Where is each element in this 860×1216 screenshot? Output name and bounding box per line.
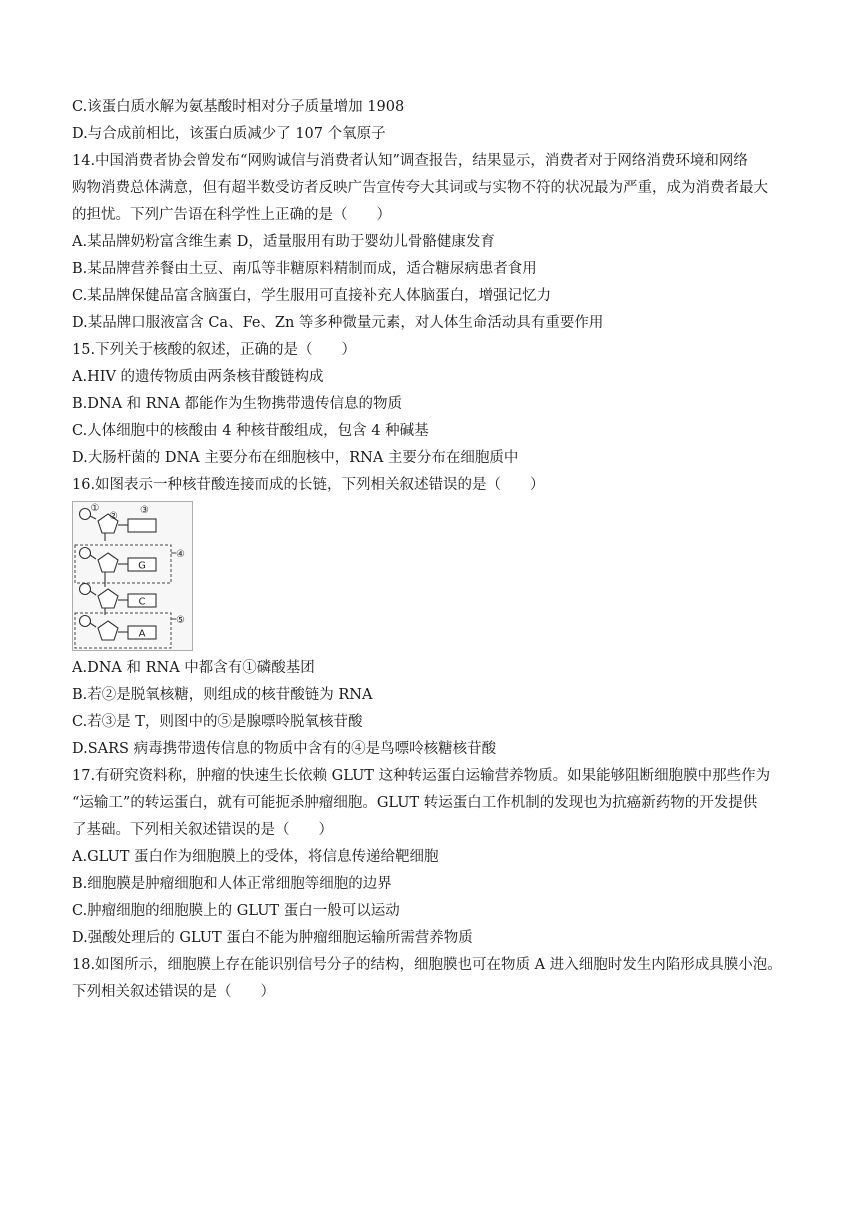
base-box — [128, 519, 156, 532]
question-18-stem: 下列相关叙述错误的是（ ） — [72, 984, 275, 1000]
question-14-option-a: A.某品牌奶粉富含维生素 D，适量服用有助于婴幼儿骨骼健康发育 — [72, 234, 495, 250]
base-label-g: G — [138, 560, 146, 572]
question-17-stem: 了基础。下列相关叙述错误的是（ ） — [72, 822, 333, 838]
document-page — [72, 94, 802, 1006]
base-label-a: A — [138, 628, 146, 640]
text-line: D.与合成前相比，该蛋白质减少了 107 个氧原子 — [72, 126, 386, 142]
question-14-stem: 购物消费总体满意，但有超半数受访者反映广告宣传夸大其词或与实物不符的状况最为严重，成为消费者最大 — [72, 180, 768, 196]
question-18-stem: 18.如图所示，细胞膜上存在能识别信号分子的结构，细胞膜也可在物质 A 进入细胞时发生内陷形成具膜小泡。 — [72, 957, 782, 973]
text-line: C.该蛋白质水解为氨基酸时相对分子质量增加 1908 — [72, 99, 405, 115]
question-14-option-c: C.某品牌保健品富含脑蛋白，学生服用可直接补充人体脑蛋白，增强记忆力 — [72, 288, 552, 304]
question-16-option-a: A.DNA 和 RNA 中都含有①磷酸基团 — [72, 660, 315, 676]
label-1: ① — [90, 503, 100, 514]
phosphate-circle — [80, 616, 91, 627]
question-16-option-d: D.SARS 病毒携带遗传信息的物质中含有的④是鸟嘌呤核糖核苷酸 — [72, 741, 497, 757]
label-3: ③ — [140, 505, 149, 516]
nucleotide-chain-figure — [72, 501, 196, 651]
question-16-stem: 16.如图表示一种核苷酸连接而成的长链，下列相关叙述错误的是（ ） — [72, 477, 545, 493]
question-15-option-d: D.大肠杆菌的 DNA 主要分布在细胞核中，RNA 主要分布在细胞质中 — [72, 450, 519, 466]
question-14-option-b: B.某品牌营养餐由土豆、南瓜等非糖原料精制而成，适合糖尿病患者食用 — [72, 261, 537, 277]
question-17-option-b: B.细胞膜是肿瘤细胞和人体正常细胞等细胞的边界 — [72, 876, 392, 892]
question-15-option-b: B.DNA 和 RNA 都能作为生物携带遗传信息的物质 — [72, 396, 402, 412]
question-17-stem: “运输工”的转运蛋白，就有可能扼杀肿瘤细胞。GLUT 转运蛋白工作机制的发现也为抗癌新药物的开发提供 — [72, 795, 758, 811]
base-label-c: C — [138, 596, 146, 608]
phosphate-circle — [80, 548, 91, 559]
question-15-option-c: C.人体细胞中的核酸由 4 种核苷酸组成，包含 4 种碱基 — [72, 423, 429, 439]
question-14-stem: 14.中国消费者协会曾发布“网购诚信与消费者认知”调查报告，结果显示，消费者对于网络消费环境和网络 — [72, 153, 748, 169]
question-14-stem: 的担忧。下列广告语在科学性上正确的是（ ） — [72, 207, 391, 223]
question-15-stem: 15.下列关于核酸的叙述，正确的是（ ） — [72, 342, 357, 358]
question-17-option-d: D.强酸处理后的 GLUT 蛋白不能为肿瘤细胞运输所需营养物质 — [72, 930, 473, 946]
label-5: ⑤ — [176, 615, 185, 626]
question-14-option-d: D.某品牌口服液富含 Ca、Fe、Zn 等多种微量元素，对人体生命活动具有重要作用 — [72, 315, 604, 331]
label-2: ② — [109, 511, 118, 522]
question-16-option-c: C.若③是 T，则图中的⑤是腺嘌呤脱氧核苷酸 — [72, 714, 363, 730]
phosphate-circle — [80, 584, 91, 595]
label-4: ④ — [176, 549, 185, 560]
phosphate-circle — [80, 509, 91, 520]
question-17-option-c: C.肿瘤细胞的细胞膜上的 GLUT 蛋白一般可以运动 — [72, 903, 400, 919]
question-15-option-a: A.HIV 的遗传物质由两条核苷酸链构成 — [72, 369, 324, 385]
question-17-stem: 17.有研究资料称，肿瘤的快速生长依赖 GLUT 这种转运蛋白运输营养物质。如果能够阻断细胞膜中那些作为 — [72, 768, 771, 784]
question-16-option-b: B.若②是脱氧核糖，则组成的核苷酸链为 RNA — [72, 687, 373, 703]
question-17-option-a: A.GLUT 蛋白作为细胞膜上的受体，将信息传递给靶细胞 — [72, 849, 439, 865]
nucleotide-chain-diagram — [72, 501, 196, 651]
